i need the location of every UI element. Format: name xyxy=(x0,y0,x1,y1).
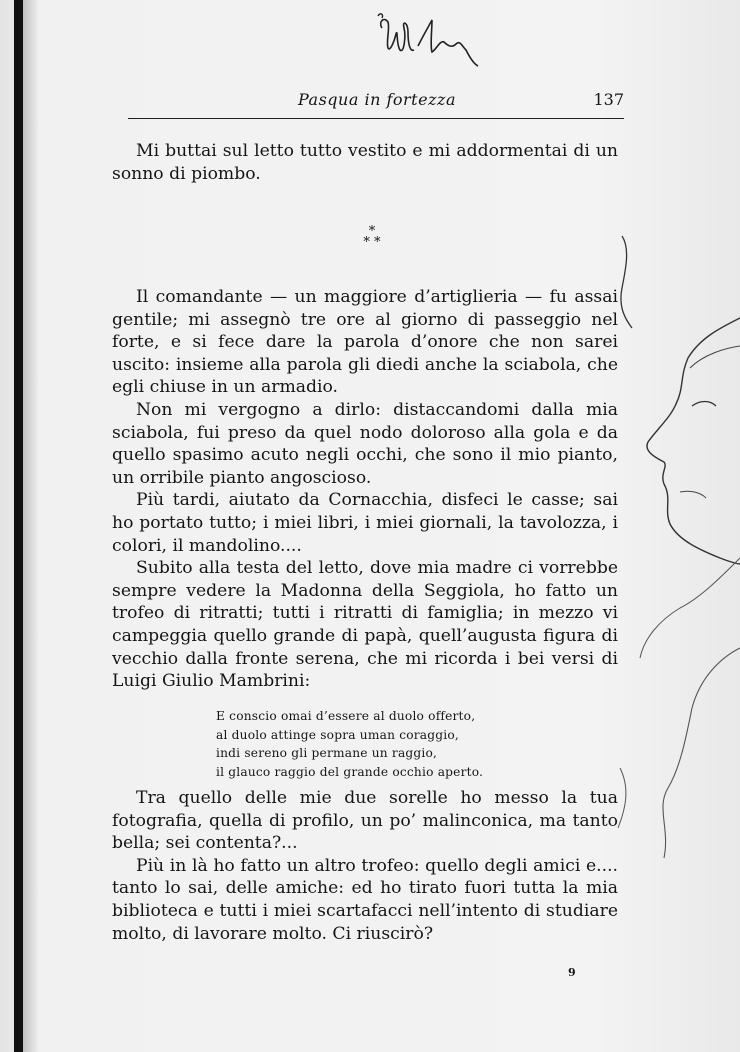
printer-signature-mark: 9 xyxy=(568,966,576,979)
text-block-top xyxy=(112,140,618,185)
handwritten-signature xyxy=(374,6,484,68)
running-header xyxy=(128,88,624,119)
section-break-asterism xyxy=(352,226,392,254)
text-block-bottom xyxy=(112,787,618,945)
gutter-shadow xyxy=(23,0,39,1052)
verse-line: al duolo attinge sopra uman coraggio, xyxy=(216,727,459,742)
margin-portrait-sketch xyxy=(560,228,740,868)
asterism-bottom: * * xyxy=(363,235,381,250)
paragraph: Mi buttai sul letto tutto vestito e mi addormentai di un sonno di piombo. xyxy=(112,141,618,184)
paragraph: Il comandante — un maggiore d’artiglieria — fu assai gentile; mi assegnò tre ore al giorno di passeggio nel forte, e si fece dare la parola d’onore che non sarei uscito: insieme alla parola gli diedi anche la sciabola, che egli chiuse in un armadio. xyxy=(112,287,618,398)
paragraph: Non mi vergogno a dirlo: distaccandomi dalla mia sciabola, fui preso da quel nodo doloroso alla gola e da quello spasimo acuto negli occhi, che sono il mio pianto, un orribile pianto angoscioso. xyxy=(112,399,618,488)
running-title: Pasqua in fortezza xyxy=(298,90,456,109)
paragraph: Subito alla testa del letto, dove mia madre ci vorrebbe sempre vedere la Madonna della Seggiola, ho fatto un trofeo di ritratti; tutti i ritratti di famiglia; in mezzo vi campeggia quello grande di papà, quell’augusta figura di vecchio dalla fronte serena, che mi ricorda i bei versi di Luigi Giulio Mambrini: xyxy=(112,558,618,692)
page-number: 137 xyxy=(593,90,624,109)
paragraph: Tra quello delle mie due sorelle ho messo la tua fotografia, quella di profilo, un po’ malinconica, ma tanto bella; sei contenta?... xyxy=(112,788,618,854)
book-gutter xyxy=(14,0,23,1052)
paragraph: Più tardi, aiutato da Cornacchia, disfeci le casse; sai ho portato tutto; i miei libri, i miei giornali, la tavolozza, i colori, il mandolino.... xyxy=(112,490,618,556)
verse-line: il glauco raggio del grande occhio aperto. xyxy=(216,764,484,779)
verse-quotation xyxy=(216,707,516,781)
text-block-main xyxy=(112,286,618,693)
verse-line: indi sereno gli permane un raggio, xyxy=(216,746,438,760)
paragraph: Più in là ho fatto un altro trofeo: quello degli amici e.... tanto lo sai, delle amiche: ed ho tirato fuori tutta la mia biblioteca e tutti i miei scartafacci nell’intento di studiare molto, di lavorare molto. Ci riuscirò? xyxy=(112,855,618,944)
asterism-top: * xyxy=(368,224,376,239)
verse-line: E conscio omai d’essere al duolo offerto, xyxy=(216,709,476,723)
